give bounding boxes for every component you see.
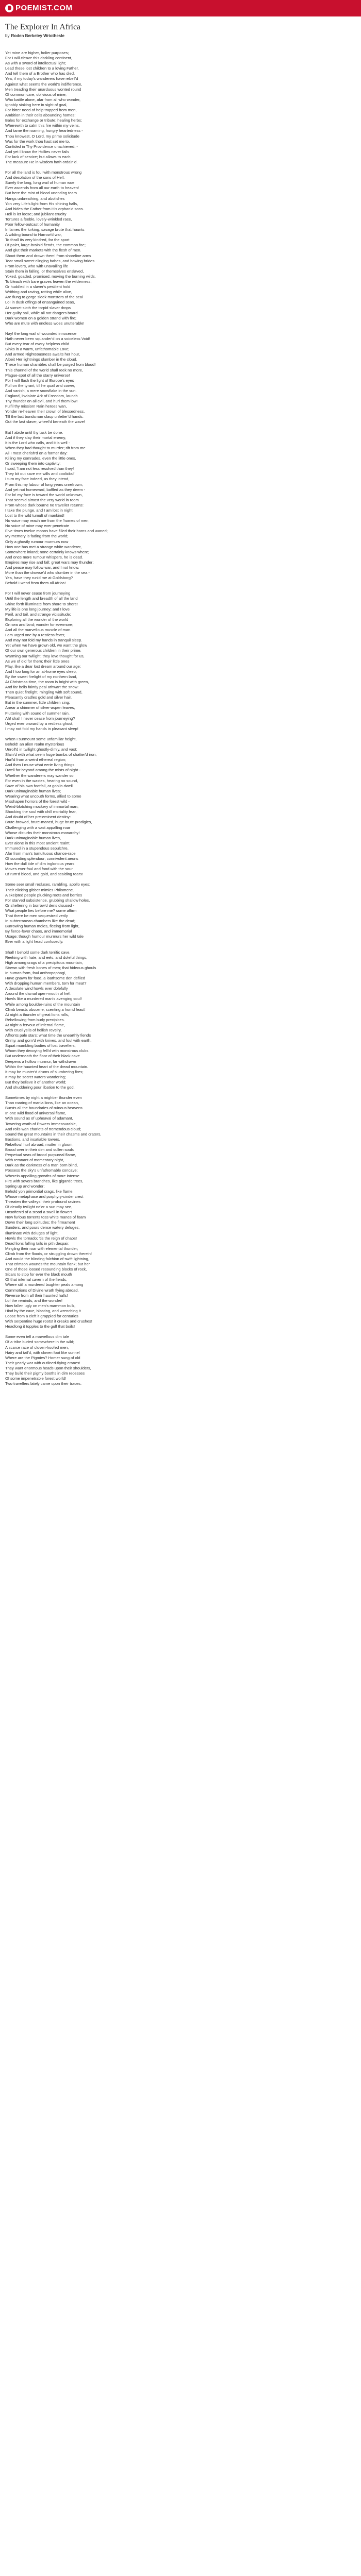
poem-line: Thy thunder on all evil, and hurl them low! (5, 399, 78, 404)
logo-text: POEMIST.COM (15, 4, 73, 12)
poem-line: The measure He in wisdom hath ordain'd. (5, 159, 78, 164)
poem-line: Shine forth illuminate from shore to shore! (5, 601, 78, 606)
poem-line: Rebellow! hurl abroad, mutter in gloom; (5, 1142, 74, 1147)
poem-line: For bitter need of help trapped from men, (5, 108, 77, 113)
poem-line: Whose metaphase and porphyry-cinder crest (5, 1194, 84, 1199)
poem-line: Of that infernal cavern of the fiends, (5, 1277, 68, 1282)
poem-line: Hath never been squander'd on a voiceless Void! (5, 336, 90, 341)
poem-line: Of paler, large-brain'd fiends, the common foe; (5, 243, 86, 248)
poem-line: Ever with a light head confusedly. (5, 939, 63, 944)
poem-line: But in the summer, little children sing: (5, 700, 70, 705)
poem-line: Misshapen horrors of the forest wild - (5, 799, 70, 804)
poem-line: Brute-browed, brute-maned, huge brute prodigies, (5, 820, 92, 825)
poem-line: A scarce race of cloven-hoofed men, (5, 1345, 69, 1350)
poem-line: Climb beasts obscene, scenting a horrid feast! (5, 1007, 86, 1012)
site-logo[interactable] (5, 4, 73, 12)
poem-line: Of sounding splendour; connivolent aeons (5, 856, 78, 861)
poem-line: But they believe it of another world; (5, 1079, 67, 1084)
poem-line: In subterranean chambers like the dead; (5, 919, 75, 924)
poem-line: And would the blinding falchion of swift lightning, (5, 1257, 89, 1261)
poem-line: Spring up and wonder; (5, 1183, 45, 1189)
poem-line: But underneath the floor of their black cave (5, 1054, 80, 1059)
poem-line: Yet when we have grown old, we want the glow (5, 643, 87, 648)
poem-line: Thou knowest, O Lord, my prime solicitude (5, 133, 79, 139)
poem-line: Nay! the long wail of wounded innocence (5, 331, 77, 336)
poem-line: Who battle alone, afar from all who wonder, (5, 97, 81, 102)
poem-stanza (5, 430, 356, 586)
poem-line: To thrall its very kindred, for the sport (5, 238, 70, 243)
poem-line: Some seer small recluses, rambling, apollo eyes; (5, 882, 91, 887)
poem-line: Or huddled in a slaver's pestilent hold (5, 284, 71, 290)
poem-line: Killing my comrades, even the little ones, (5, 456, 76, 461)
poem-line: No voice of mine may ever penetrate (5, 523, 70, 529)
poem-line: That crimson wounds the mountain flank; but her (5, 1262, 90, 1267)
poem-line: Ever ascends from all our earth to heaven! (5, 185, 79, 191)
poem-line: Of deadly twilight ne'er a sun may see, (5, 1205, 73, 1210)
poem-line: And rolls wan chariots of tremendous cloud; (5, 1126, 81, 1131)
poem-line: Full on the tyrant, till he quail and cower, (5, 383, 75, 388)
poem-line: By fierce-fever chaos, and immemorial (5, 929, 72, 934)
poem-line: Dark unimaginable human lives, (5, 835, 61, 840)
poem-line: Strewn with fresh bones of men; that hideous ghouls (5, 965, 96, 970)
poem-line: Reeking with hate, and eels, and doleful things, (5, 955, 88, 960)
poem-line: Of a tribe buried somewhere in the wild; (5, 1340, 74, 1345)
poem-line: Only a ghostly rumour murmurs now (5, 539, 69, 544)
poem-line: Fluttering with sound of summer rain. (5, 710, 70, 716)
poem-line: At night a fervour of infernal flame, (5, 1022, 65, 1027)
poem-line: I turn my face indeed, as they intend, (5, 477, 70, 482)
poem-line: Of our own generous children in their prime, (5, 648, 81, 653)
poem-line: And peace may follow war, and I not know. (5, 565, 79, 570)
poem-line: And I too long for an at-home eyes sleep, (5, 669, 77, 674)
poem-line: And armed Righteousness awaits her hour, (5, 352, 80, 357)
poem-line: Whom they decoying fell'd with monstrous clubs. (5, 1048, 90, 1054)
poem-line: Around the dismal open-mouth of hell. (5, 991, 72, 996)
poem-stanza (5, 591, 356, 732)
poem-line: Squat mumbling bodies of lost travellers, (5, 1043, 76, 1048)
poem-stanza (5, 1095, 356, 1329)
poem-line: Yoked, goaded, promised, moving the burning wilds, (5, 274, 96, 279)
poem-line: Have gnawn for food, a loathsome den defiled (5, 976, 85, 981)
poem-line: Urged ever onward by a restless ghost, (5, 721, 74, 726)
poem-line: Till the last bondsman clasp unfetter'd hands: (5, 414, 84, 419)
top-bar (0, 0, 361, 16)
poem-line: Was for the work thou hast set me to, (5, 139, 70, 144)
poem-line: And may not fold my hands in tranquil sleep. (5, 638, 83, 643)
poem-line: For starved subsistence, grubbing shallow holes, (5, 897, 90, 903)
poem-line: And desolation of the sons of Hell. (5, 175, 65, 180)
poem-line: At Christmas-time, the room is bright with green, (5, 679, 89, 684)
poem-line: Grimy, and gorn'd with knives, and foul with earth, (5, 1038, 92, 1043)
poem-stanza (5, 331, 356, 425)
poem-line: Sometimes by night a mightier thunder even (5, 1095, 82, 1100)
poem-line: But every tear of every helpless child (5, 342, 70, 347)
poem-line: It is the Lord who calls, and it is well - (5, 440, 70, 445)
poem-line: Hairy and tail'd, with cloven foot like sunnel (5, 1350, 80, 1355)
poem-line: Towering wrath of Powers immeasurable, (5, 1121, 77, 1126)
poem-line: I take the plunge, and I am lost in night! (5, 507, 74, 513)
poem-line: Weird-blotching mockery of immortal man; (5, 804, 79, 809)
poem-line: Fire with severs branches, like gigantic trees, (5, 1178, 84, 1183)
poem-line: Rebellowing from burly precipices. (5, 1017, 65, 1022)
poem-line: Now fallen ugly on men's mammon bulk, (5, 1303, 76, 1308)
poem-line: Where still a murdered laughter peals among (5, 1282, 84, 1287)
poem-line: Behold! an alien realm mysterious (5, 742, 64, 747)
poem-line: Inflames the lurking, savage brute that haunts (5, 227, 85, 232)
poem-line: Until the length and breadth of all the land (5, 596, 78, 601)
poem-line: Surely the long, long wail of human woe (5, 180, 75, 185)
poem-line: Of common care, oblivious of mine, (5, 92, 67, 97)
poem-line: More than the drowse'd who slumber in the sea - (5, 570, 90, 575)
poem-line: Out the last slaver, wheel'd beneath the wave! (5, 419, 85, 425)
poem-line: Where are the Pigmies? Homer sung of old (5, 1355, 80, 1360)
poem-line: A desolate wind howls ever dolefully (5, 986, 68, 991)
poem-line: For even in the wastes, hearing no sound, (5, 778, 78, 783)
poem-line: With sound as of upheaval of adamant, (5, 1116, 73, 1121)
poem-line: And glut their markets with the flesh of men. (5, 248, 81, 253)
poem-line: Play, like a dear lost dream around our age; (5, 664, 81, 669)
poem-stanza (5, 882, 356, 944)
poem-line: For all the land is foul with monstrous wrong (5, 170, 82, 175)
poem-line: What people lies before me? some affirm (5, 908, 77, 913)
poem-line: Ignobly sinking here in sight of goal, (5, 102, 68, 107)
poem-line: Mingling their roar with elemental thunder; (5, 1246, 78, 1251)
poem-line: Illuminate with deluges of light, (5, 1230, 59, 1235)
poem-line: Bales for exchange or tribute; healing herbs; (5, 118, 83, 123)
poem-line: As with a sword of intellectual light; (5, 61, 66, 66)
poem-line: Dark unimaginable human lives; (5, 788, 61, 793)
poem-line: Yonder re-heaven their crown of blessedness, (5, 409, 85, 414)
poem-stanza (5, 170, 356, 326)
poem-line: They bit out save me wills and coolicks!' (5, 471, 75, 477)
poem-line: Possess the sky's unfathomable concave; (5, 1168, 78, 1173)
poem-line: For I will flash the light of Europe's eyes (5, 378, 74, 383)
poem-line: Some even tell a marvellous dim tale (5, 1334, 70, 1340)
poem-line: Dead lions falling tails in pith despair, (5, 1241, 70, 1246)
poem-line: Moves ever-foul and fond with the sour (5, 867, 73, 872)
poem-line: Howls the tornado; 'tis the reign of chaos! (5, 1235, 77, 1241)
poem-line: Howls like a murdered man's avenging soul! (5, 996, 82, 1002)
poem-line: Sunders, and pours dense watery deluges, (5, 1225, 80, 1230)
poem-line: Wherein appalling growths of more intense (5, 1173, 79, 1178)
poem-line: Exploring all the wonder of the world (5, 617, 69, 622)
poem-line: No voice may reach me from the 'homes of men; (5, 518, 90, 523)
poem-line: My life is one long journey; and I love (5, 606, 70, 612)
poem-line: Lo! the reminds, and the wonder! (5, 1298, 63, 1303)
poem-line: Then quiet firelight, mingling with soft sound, (5, 690, 83, 695)
poem-line: Their clicking gibber mimics Philomene. (5, 887, 74, 892)
poem-header (5, 23, 356, 38)
poem-line: Yon very Life's light from His shining halls, (5, 201, 78, 206)
poem-line: That there be men sequestred verily (5, 913, 68, 918)
poem-author (5, 33, 356, 38)
poem-line: While among boulder-ruins of the mountain (5, 1002, 80, 1007)
poem-body (5, 50, 356, 1392)
poem-line: Bursts all the boundaries of ruinous heavens (5, 1106, 83, 1111)
poem-line: But I abide until thy task be done. (5, 430, 63, 435)
poem-line: That seem'd almost the very world in room (5, 497, 79, 502)
poem-line: Lost to the wild tumult of mankind! (5, 513, 64, 518)
poem-line: Brood over in their dim and sullen souls (5, 1147, 74, 1153)
poem-line: But here the mist of blood unending tears (5, 191, 77, 196)
poem-line: I am urged one by a restless fever, (5, 633, 65, 638)
poem-line: For lo! my face is toward the world unknown, (5, 492, 83, 497)
poem-line: Perpetual seas of brood purpureal flame, (5, 1153, 76, 1158)
poem-line: Unsoften'd of a stood a swell in flower! (5, 1210, 72, 1215)
poem-line: Men treading their unarduous wonted round (5, 87, 81, 92)
poem-stanza (5, 1334, 356, 1386)
poem-line: Poor fellow-outcast of humanity (5, 222, 60, 227)
poem-line: To bleach with bare graves leaven the wilderness; (5, 279, 92, 284)
poem-line: Within the haunted heart of the dread mountain. (5, 1064, 88, 1069)
poem-line: And hides the Father from His orphan'd sons. (5, 206, 84, 211)
poem-line: Whose disturbs their monstrous monarchy! (5, 830, 80, 835)
poem-line: Shall I behold some dark terrific cave, (5, 950, 71, 955)
poem-line: Anear a shimmer of silver-aspen leaves, (5, 705, 75, 710)
poem-line: Of rum'd blood, and gold, and scalding tears! (5, 872, 83, 877)
poem-line: From lovers, who with unavailing life (5, 263, 68, 268)
poem-line: Behold yon primordial crags, like flame, (5, 1189, 74, 1194)
poem-line: Climb from the floods, or struggling drown therein! (5, 1251, 92, 1256)
poem-line: Headlong it topples to the gulf that boils! (5, 1324, 75, 1329)
poem-line: Are flung to gorge sleek monsters of the seal (5, 295, 83, 300)
poem-line: And yet I know the Hollies never fails (5, 149, 70, 154)
poem-line: High among crags of a precipitous mountain, (5, 960, 83, 965)
poem-line: At sunset sloth the torpid slaver drops (5, 305, 71, 310)
poem-line: Affronts pale stars: what time the unearthly fiends (5, 1033, 91, 1038)
poem-line: Dark women on a golden strand with fire; (5, 315, 77, 320)
poem-line: Somewhere inland; none certainly knows where; (5, 549, 89, 554)
poem-line: Wearing what uncouth forms, allied to some (5, 793, 81, 799)
poem-line: Burrowing human moles, fleeing from light, (5, 924, 79, 929)
poem-line: England, inviolate Ark of Freedom, launch (5, 394, 78, 398)
poem-line: On sea and land; wonder for evermore; (5, 622, 74, 627)
poem-line: As we of old for them; their little ones (5, 658, 70, 664)
poem-line: Yea, if my today's wanderers have rebell'd (5, 76, 78, 81)
poem-line: Empires may rise and fall; great wars may thunder; (5, 560, 94, 565)
poem-line: Peril, and toil, and strange vicissitude; (5, 612, 71, 617)
poem-line: Reverse from all their haunted halls! (5, 1293, 68, 1298)
poem-line: Dark as the darkness of a man born blind, (5, 1163, 78, 1168)
poem-line: Challenging with a vast appalling roar (5, 825, 71, 830)
poem-title: The Explorer In Africa (5, 23, 81, 31)
poem-line: Yea, have they run'd me at Goldsborg? (5, 575, 73, 581)
poem-line: Warming our twilight; they love thought for us, (5, 653, 85, 658)
poem-line: Now furious torrents toss white manes of foam (5, 1215, 86, 1220)
poem-line: With cruel yells of hellish revelry, (5, 1027, 62, 1032)
poem-line: Deepens a hollow murmur, far withdrawn (5, 1059, 76, 1064)
poem-line: Sinks in a warm, unfathomable Love; (5, 347, 70, 352)
poem-line: Hind by the cave, blasting, and wrenching it (5, 1308, 81, 1313)
poem-line: Unroll'd in twilight ghostly-dimly, and vast; (5, 747, 77, 752)
poem-stanza (5, 950, 356, 1091)
poem-line: In one wild flood of universal flame, (5, 1111, 67, 1116)
poem-line: Sound the great mountains in their chasms and craters, (5, 1131, 102, 1137)
poem-line: Tortures a feeble, lovely-wrinkled race, (5, 216, 72, 222)
poem-line: With remnant of momentary night, (5, 1158, 64, 1163)
poem-line: Albeit Her lightnings slumber in the cloud. (5, 357, 77, 362)
poem-line: From this my labour of long years unrefrown; (5, 482, 83, 487)
poem-line: A skelpted people plucking roots and berries (5, 892, 83, 897)
poem-line: Five times twelve moons have filled their horns and waned; (5, 529, 108, 534)
poem-line: Tear small sweet clinging babes, and bowing brides (5, 258, 95, 263)
poem-line: Plague-spot of all the starry universe! (5, 372, 70, 378)
poem-line: Against what seems the world's indifference, (5, 81, 83, 87)
poem-stanza (5, 50, 356, 165)
poem-line: Shocking the soul with chill mortality fear, (5, 809, 77, 815)
poem-line: And shuddering pour libation to the god. (5, 1085, 75, 1090)
poem-line: Of some impenetrable forest world! (5, 1376, 67, 1381)
poem-line: Bastions, and insatiable towers, (5, 1137, 60, 1142)
poemist-logo-icon (5, 4, 13, 12)
poem-line: Their yearly war with outlined-flying cranes! (5, 1360, 80, 1365)
poem-line: Dwell far beyond among the mists of night - (5, 768, 81, 773)
poem-line: They want enormous heads upon their shoulders, (5, 1365, 91, 1370)
poem-line: Hangs unbreathing, and abolishes (5, 196, 65, 201)
poem-line: With dropping human members, torn for meat? (5, 981, 87, 986)
poem-line: For I will never cease from journeying (5, 591, 71, 596)
poem-line: Writhing and raving, rotting while alive, (5, 290, 72, 295)
poem-line: Commotions of Divine wrath flying abroad, (5, 1287, 79, 1293)
poem-line: When I surmount some unfamiliar height, (5, 736, 77, 741)
poem-line: And doubt of her pre-eminent destiny: (5, 815, 71, 820)
poem-line: From whose dark bourne no traveller returns: (5, 502, 84, 507)
poem-line: Stain them in falling, or themselves enslaved, (5, 268, 84, 274)
poem-line: Or sheltering in borrow'd dens disused - (5, 903, 74, 908)
poem-line: It may be muster'd drums of slumbering fires; (5, 1069, 84, 1074)
poem-line: I said, 'I am not less resolved than they! (5, 466, 74, 471)
poem-line: Yet mine are higher, holier purposes; (5, 50, 69, 55)
poem-line: Who are mute with endless woes unutterable! (5, 320, 85, 326)
poem-line: Ah! shall I never cease from journeying? (5, 716, 75, 721)
poem-line: How the dull tide of dim inglorious years (5, 861, 75, 867)
poem-line: Her guilty sail, while all not dangers board (5, 310, 78, 315)
poem-line: This channel of the world shall reek no more, (5, 367, 84, 372)
poem-line: And all the marvellous muscle of man. (5, 628, 72, 633)
poem-line: Afar from man's tumultuous chance-race (5, 851, 76, 856)
poem-line: And tell them of a Brother who has died. (5, 71, 75, 76)
poem-line: At night a thunder of great lions rolls, (5, 1012, 69, 1017)
by-label: by (5, 33, 10, 38)
poem-line: One of those loosed resounding blocks of rock, (5, 1267, 87, 1272)
poem-line: Down their long solitudes; the firmament (5, 1220, 75, 1225)
poem-line: Sicars to stop for ever the black mouth (5, 1272, 72, 1277)
poem-line: In human form, foul anthropophagi, (5, 970, 67, 975)
poem-line: And once more rumour whispers, he is dead. (5, 554, 84, 560)
poem-line: And then I muse what eerie living things (5, 762, 75, 768)
poem-line: With serpentine huge roots! it creaks and crushes! (5, 1319, 92, 1324)
poem-line: For lack of service; but allows to each (5, 154, 71, 159)
poem-line: And if they slay their mortal enemy, (5, 435, 67, 440)
poem-line: Usage; though humour murmurs her wild tale (5, 934, 84, 939)
poem-line: Shoot them and drown them! from shoreline arms (5, 253, 91, 258)
poem-line: Ambition in their cells abounding homes: (5, 113, 76, 118)
poem-line: Or sweeping them into captivity; (5, 461, 61, 466)
poem-line: Ever alone in this most ancient realm; (5, 840, 71, 845)
poem-line: It may be secret waters wandering; (5, 1074, 66, 1079)
poem-line: They build their pigmy booths in dim recesses (5, 1370, 85, 1376)
poem-line: My memory is fading from the world; (5, 534, 69, 539)
poem-line: Two travellers lately came upon their traces. (5, 1381, 82, 1386)
poem-line: Whether the wanderers may wander so (5, 773, 74, 778)
poem-line: Threaten the valleys! their profound ravines (5, 1199, 81, 1204)
poem-line: All I most cherish'd on a former day: (5, 450, 68, 455)
poem-line: Hell is let loose; and jubilant cruelty (5, 211, 67, 216)
poem-line: Save of his own footfall, or goblin dwell (5, 783, 73, 788)
poem-line: Wherewith to calm this fire within my veins, (5, 123, 80, 128)
poem-stanza (5, 737, 356, 877)
poem-line: Pleasantly cradles gold and silver hair. (5, 695, 72, 700)
poem-line: Immured in a stupendous sepulchre, (5, 845, 69, 851)
poem-line: And far bells faintly peal athwart the snow: (5, 685, 79, 690)
poem-line: And vanish, a mere snowflake in the sun. (5, 388, 77, 393)
poem-line: Lead these lost children to a loving Father, (5, 66, 79, 71)
poem-line: Loose from a cleft it grappled for centuries (5, 1314, 78, 1319)
poem-line: By the sweet firelight of my northern land, (5, 674, 77, 679)
poem-line: When they had thought to murder; rift from me (5, 445, 86, 450)
poem-line: A wilding bound to Harrow'd war, (5, 232, 62, 238)
poem-line: And tame the roaming, hungry heartedness - (5, 128, 83, 133)
poem-line: Slain'd with what seem huge bombs of shatter'd iron; (5, 752, 97, 757)
poem-line: Behold I wend from them all Africa! (5, 581, 66, 586)
poem-line: Lo! in dusk offings of ensanguined seas, (5, 300, 75, 305)
poem-line: Confided in Thy Providence unachieved; - (5, 144, 78, 149)
author-name-link[interactable]: Roden Berkeley Wriothesle (11, 33, 64, 38)
poem-line: Hurl'd from a weird ethereal region; (5, 757, 67, 762)
poem-line: Than roaring of mania lions, like an ocean, (5, 1100, 79, 1106)
poem-line: These human shambles shall be purged from blood! (5, 362, 96, 367)
poem-line: I may not fold my hands in pleasant sleep! (5, 726, 78, 731)
poem-line: For I will cleave this darkling continent, (5, 56, 72, 61)
poem-line: And yet not homeward, baffled as they deem - (5, 487, 86, 492)
poem-line: Fulfil thy mission! Rain heroes wan, (5, 404, 67, 409)
poem-line: How one has met a strange white wanderer, (5, 544, 82, 549)
